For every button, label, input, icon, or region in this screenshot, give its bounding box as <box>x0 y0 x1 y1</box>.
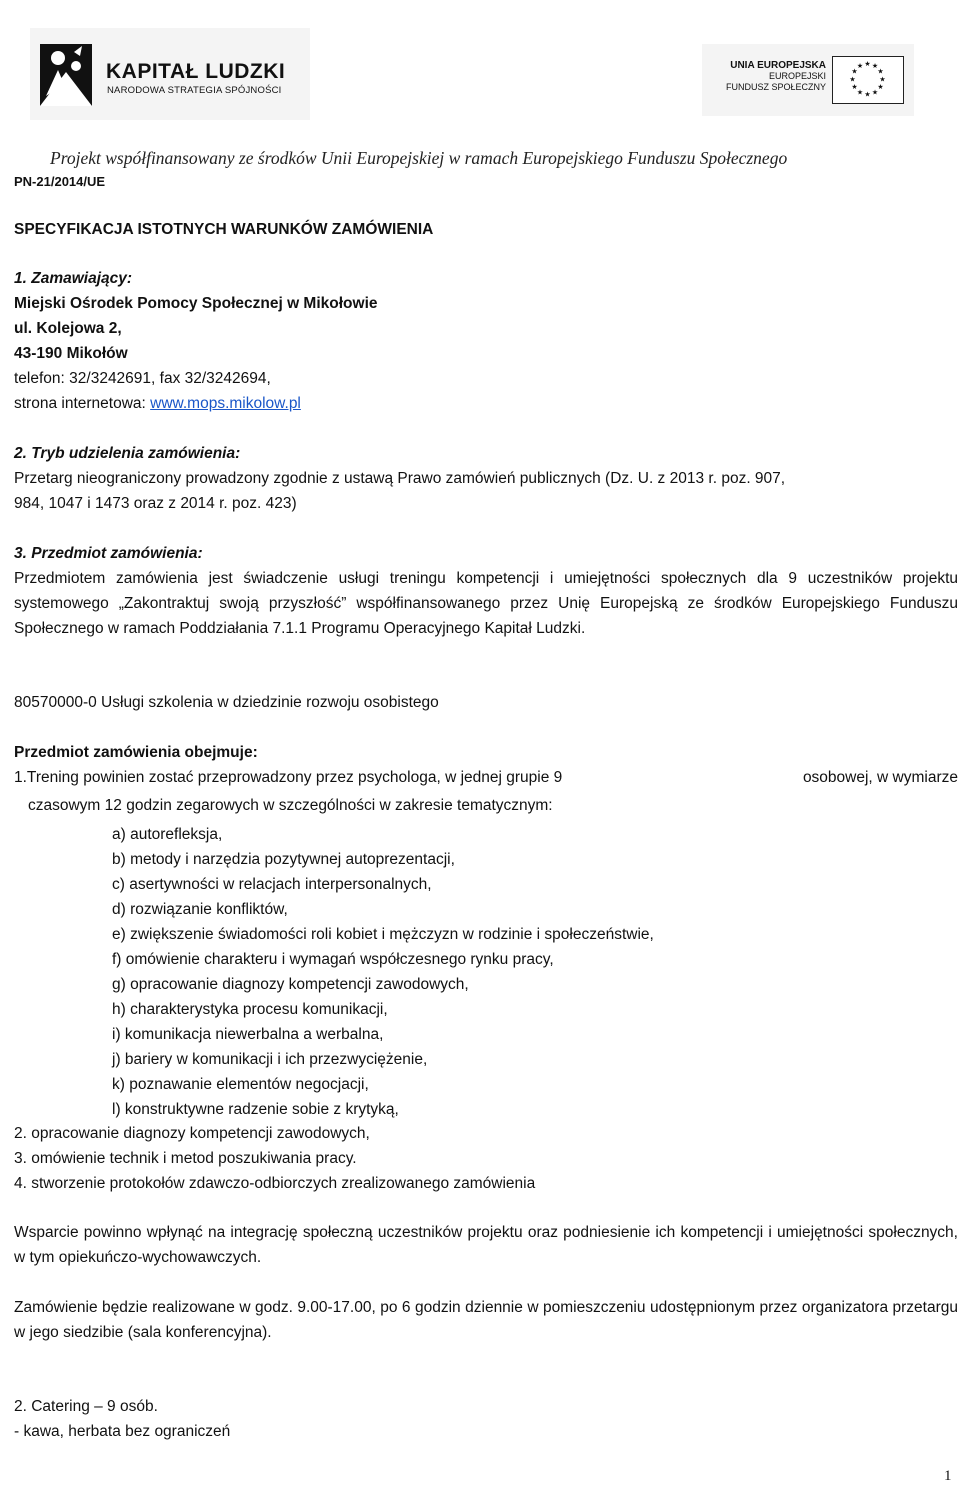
list-item: c) asertywności w relacjach interpersonalnych, <box>112 876 432 893</box>
cpv-code: 80570000-0 Usługi szkolenia w dziedzinie rozwoju osobistego <box>14 694 439 711</box>
authority-phone: telefon: 32/3242691, fax 32/3242694, <box>14 370 271 387</box>
schedule-paragraph: Zamówienie będzie realizowane w godz. 9.00-17.00, po 6 godzin dziennie w pomieszczeniu udostępnionym przez organizatora przetargu w jego siedzibie (sala konferencyjna). <box>14 1299 958 1341</box>
svg-text:★: ★ <box>871 88 879 97</box>
svg-text:★: ★ <box>877 67 884 76</box>
scope-item1-left: 1.Trening powinien zostać przeprowadzony przez psychologa, w jednej grupie 9 <box>14 769 563 786</box>
list-item: j) bariery w komunikacji i ich przezwyciężenie, <box>112 1051 428 1068</box>
svg-text:★: ★ <box>879 75 886 84</box>
list-item: h) charakterystyka procesu komunikacji, <box>112 1001 388 1018</box>
support-paragraph: Wsparcie powinno wpłynąć na integrację społeczną uczestników projektu oraz podniesienie ich kompetencji i umiejętności społecznych, w tym opiekuńczo-wychowawczych. <box>14 1224 958 1266</box>
eu-logo-line2: EUROPEJSKI <box>768 71 826 81</box>
list-item: d) rozwiązanie konfliktów, <box>112 901 288 918</box>
list-item: a) autorefleksja, <box>112 826 223 843</box>
section-contracting-authority <box>14 266 958 416</box>
website-label: strona internetowa: <box>14 395 146 412</box>
scope-item1-line2: czasowym 12 godzin zegarowych w szczególności w zakresie tematycznym: <box>28 797 553 814</box>
eu-logo-line1: UNIA EUROPEJSKA <box>730 60 826 71</box>
list-item: l) konstruktywne radzenie sobie z krytyką, <box>112 1101 399 1118</box>
svg-text:★: ★ <box>864 90 871 99</box>
list-item: 3. omówienie technik i metod poszukiwania pracy. <box>14 1150 357 1167</box>
svg-text:★: ★ <box>856 88 864 97</box>
topics-list <box>112 822 654 1122</box>
svg-text:★: ★ <box>849 75 856 84</box>
list-item: i) komunikacja niewerbalna a werbalna, <box>112 1026 384 1043</box>
page-number: 1 <box>944 1468 952 1484</box>
eu-logo-line3: FUNDUSZ SPOŁECZNY <box>725 82 826 92</box>
svg-text:★: ★ <box>851 67 858 76</box>
catering-item: - kawa, herbata bez ograniczeń <box>14 1423 231 1440</box>
document-title: SPECYFIKACJA ISTOTNYCH WARUNKÓW ZAMÓWIENIA <box>14 221 434 238</box>
list-item: 4. stworzenie protokołów zdawczo-odbiorczych zrealizowanego zamówienia <box>14 1175 536 1192</box>
svg-text:★: ★ <box>864 60 871 68</box>
catering-section <box>14 1394 958 1444</box>
list-item: 2. opracowanie diagnozy kompetencji zawodowych, <box>14 1125 370 1142</box>
reference-number: PN-21/2014/UE <box>14 174 106 189</box>
kapital-ludzki-logo <box>30 28 310 120</box>
svg-text:★: ★ <box>877 83 884 91</box>
kapital-ludzki-title: KAPITAŁ LUDZKI <box>106 60 286 83</box>
kapital-ludzki-emblem-icon <box>36 36 96 112</box>
eu-flag-icon <box>832 56 904 104</box>
scope-items-list <box>14 1121 958 1196</box>
list-item: k) poznawanie elementów negocjacji, <box>112 1076 369 1093</box>
kapital-ludzki-subtitle: NARODOWA STRATEGIA SPÓJNOŚCI <box>107 85 282 96</box>
catering-heading: 2. Catering – 9 osób. <box>14 1398 158 1415</box>
list-item: e) zwiększenie świadomości roli kobiet i mężczyzn w rodzinie i społeczeństwie, <box>112 926 654 943</box>
section-subject <box>14 541 958 641</box>
list-item: g) opracowanie diagnozy kompetencji zawodowych, <box>112 976 469 993</box>
svg-text:★: ★ <box>871 62 879 70</box>
procedure-line2: 984, 1047 i 1473 oraz z 2014 r. poz. 423) <box>14 495 297 512</box>
authority-website-row <box>14 391 958 416</box>
svg-text:★: ★ <box>851 83 858 91</box>
subject-paragraph: Przedmiotem zamówienia jest świadczenie usługi treningu kompetencji i umiejętności społecznych dla 9 uczestników projektu systemowego „Zakontraktuj swoją przyszłość” współfinansowanego przez Unię Europejską ze środków Europejskiego Funduszu Społecznego w ramach Poddziałania 7.1.1 Programu Operacyjnego Kapitał Ludzki. <box>14 570 958 637</box>
procedure-line1: Przetarg nieograniczony prowadzony zgodnie z ustawą Prawo zamówień publicznych (Dz. U. z 2013 r. poz. 907, <box>14 470 786 487</box>
section2-heading: 2. Tryb udzielenia zamówienia: <box>14 445 241 462</box>
scope-item1-line1 <box>14 765 958 790</box>
section1-heading: 1. Zamawiający: <box>14 270 133 287</box>
website-link[interactable]: www.mops.mikolow.pl <box>150 395 301 412</box>
section-procedure-mode <box>14 441 958 516</box>
authority-name: Miejski Ośrodek Pomocy Społecznej w Mikołowie <box>14 295 378 312</box>
svg-text:★: ★ <box>856 62 864 70</box>
authority-city: 43-190 Mikołów <box>14 345 128 362</box>
section3-heading: 3. Przedmiot zamówienia: <box>14 545 203 562</box>
eu-logo <box>702 44 914 116</box>
authority-street: ul. Kolejowa 2, <box>14 320 122 337</box>
scope-item1-right: osobowej, w wymiarze <box>802 769 958 786</box>
list-item: f) omówienie charakteru i wymagań współczesnego rynku pracy, <box>112 951 554 968</box>
cofinancing-tagline: Projekt współfinansowany ze środków Unii Europejskiej w ramach Europejskiego Funduszu Społecznego <box>50 148 788 168</box>
list-item: b) metody i narzędzia pozytywnej autoprezentacji, <box>112 851 455 868</box>
scope-heading: Przedmiot zamówienia obejmuje: <box>14 744 258 761</box>
